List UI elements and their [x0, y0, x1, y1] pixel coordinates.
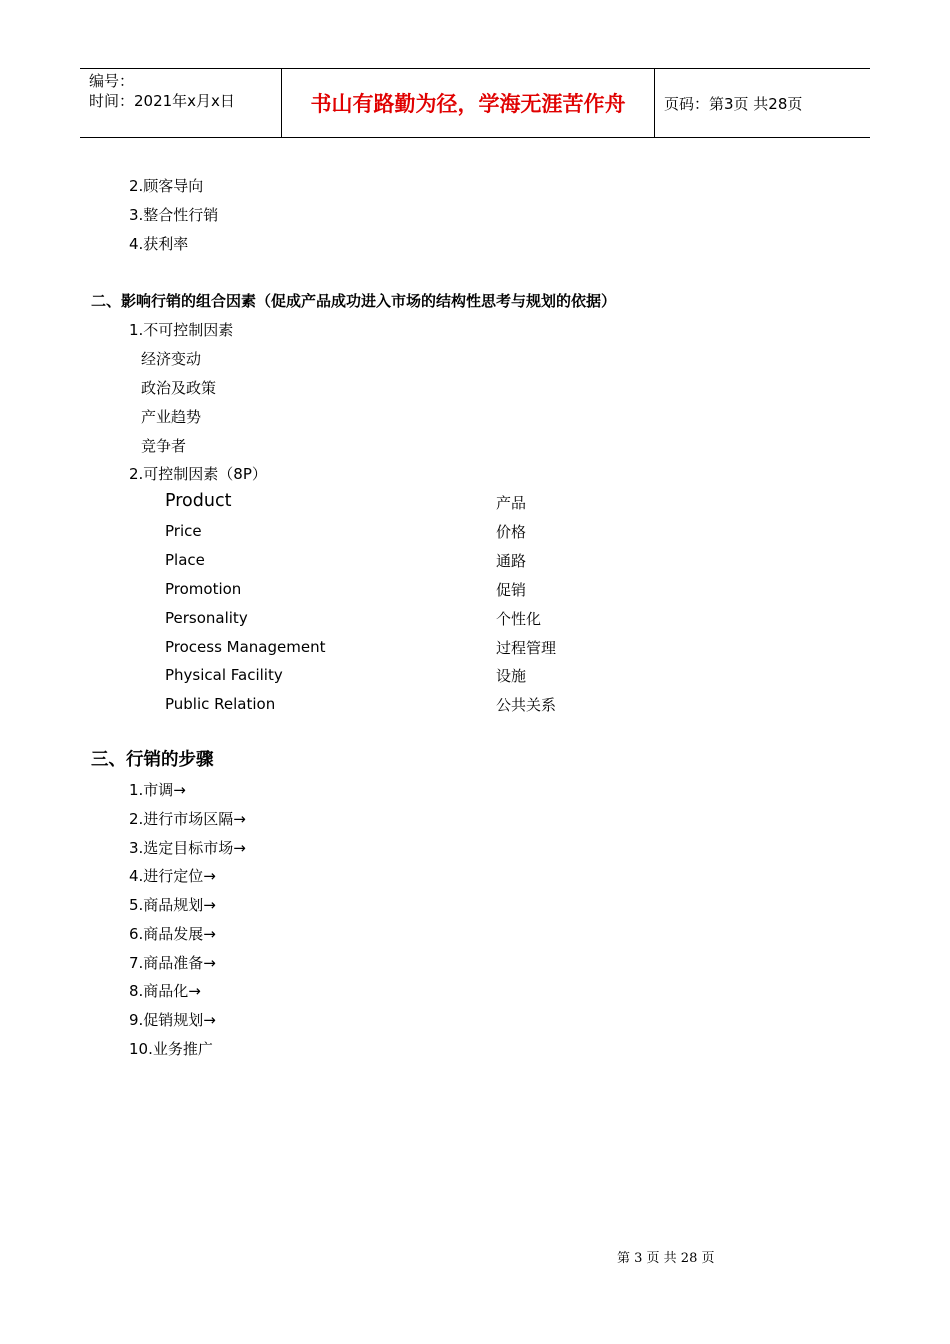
number-label: 编号： — [89, 72, 135, 90]
header-meta — [89, 71, 235, 111]
list-item: 9.促销规划→ — [129, 1011, 216, 1029]
list-item: 4.获利率 — [129, 235, 189, 253]
section-heading: 二、影响行销的组合因素（促成产品成功进入市场的结构性思考与规划的依据） — [91, 292, 617, 310]
date-label: 时间：2021年x月x日 — [89, 92, 235, 110]
list-item: 5.商品规划→ — [129, 896, 216, 914]
list-item: 1.市调→ — [129, 781, 186, 799]
eight-p-translation: 设施 — [496, 667, 527, 685]
header-page-info: 页码：第3页 共28页 — [664, 95, 803, 113]
list-item: 2.进行市场区隔→ — [129, 810, 246, 828]
list-item: 4.进行定位→ — [129, 867, 216, 885]
eight-p-term: Personality — [165, 609, 248, 627]
subsection-heading: 1.不可控制因素 — [129, 321, 234, 339]
list-item: 竞争者 — [141, 437, 187, 455]
list-item: 3.选定目标市场→ — [129, 839, 246, 857]
list-item: 10.业务推广 — [129, 1040, 213, 1058]
document-header — [80, 68, 870, 138]
list-item: 2.顾客导向 — [129, 177, 204, 195]
page-footer: 第 3 页 共 28 页 — [617, 1251, 715, 1266]
eight-p-translation: 价格 — [496, 523, 527, 541]
list-item: 8.商品化→ — [129, 982, 201, 1000]
section-heading: 三、行销的步骤 — [91, 750, 214, 770]
subsection-heading: 2.可控制因素（8P） — [129, 465, 267, 483]
eight-p-translation: 公共关系 — [496, 696, 557, 714]
list-item: 经济变动 — [141, 350, 202, 368]
eight-p-term: Place — [165, 551, 205, 569]
eight-p-term: Product — [165, 491, 232, 511]
list-item: 政治及政策 — [141, 379, 217, 397]
eight-p-term: Process Management — [165, 638, 326, 656]
list-item: 产业趋势 — [141, 408, 202, 426]
header-divider — [654, 69, 655, 137]
eight-p-translation: 个性化 — [496, 610, 542, 628]
eight-p-term: Physical Facility — [165, 666, 283, 684]
list-item: 7.商品准备→ — [129, 954, 216, 972]
header-motto: 书山有路勤为径，学海无涯苦作舟 — [310, 92, 626, 116]
eight-p-translation: 通路 — [496, 552, 527, 570]
eight-p-term: Price — [165, 522, 202, 540]
eight-p-term: Public Relation — [165, 695, 276, 713]
list-item: 6.商品发展→ — [129, 925, 216, 943]
eight-p-translation: 产品 — [496, 494, 527, 512]
eight-p-translation: 促销 — [496, 581, 527, 599]
eight-p-term: Promotion — [165, 580, 242, 598]
eight-p-translation: 过程管理 — [496, 639, 557, 657]
list-item: 3.整合性行销 — [129, 206, 219, 224]
